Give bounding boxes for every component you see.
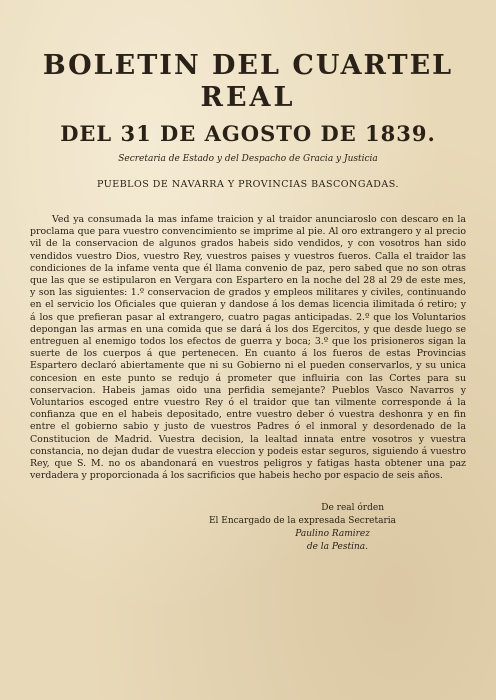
ministry-line: Secretaria de Estado y del Despacho de Gracia y Justicia — [118, 154, 378, 164]
signature-surname: de la Pestina. — [306, 542, 368, 553]
proclamation-body: Ved ya consumada la mas infame traicion y al traidor anunciaroslo con descaro en la proclama que para vuestro convencimiento se imprime al pie. Al oro extrangero y al precio vil de la conservacion de algunos grados habeis sido vendidos, y con vosotros han sido vendidos vuestro Dios, vuestro Rey, vuestros paises y vuestros fueros. Calla el traidor las condiciones de la infame venta que él llama convenio de paz, pero sabed que no son otras que las que se estipularon en Vergara con Espartero en la noche del 28 al 29 de este mes, y son las siguientes: 1.º conservacion de grados y empleos militares y civiles, continuando en el servicio los Oficiales que quieran y dandose á los demas licencia ilimitada ó retiro; y á los que prefieran pasar al extrangero, cuatro pagas anticipadas. 2.º que los Voluntarios depongan las armas en una comida que se dará á los dos Egercitos, y que desde luego se entreguen al enemigo todos los efectos de guerra y boca; 3.º que los prisioneros sigan la suerte de los cuerpos á que pertenecen. En cuanto á los fueros de estas Provincias Espartero declaró abiertamente que ni su Gobierno ni el pueden conservarlos, y su unica concesion en este punto se redujo á prometer que influiria con las Cortes para su conservacion. Habeis jamas oido una perfidia semejante? Pueblos Vasco Navarros y Voluntarios escoged entre vuestro Rey ó el traidor que tan vilmente corresponde á la confianza que en el habeis depositado, entre vuestro deber ó vuestra deshonra y en fin entre el gobierno sabio y justo de vuestros Padres ó el inmoral y desordenado de la Constitucion de Madrid. Vuestra decision, la lealtad innata entre vosotros y vuestra constancia, no dejan dudar de vuestra eleccion y podeis estar seguros, siguiendo á vuestro Rey, que S. M. no os abandonará en vuestros peligros y fatigas hasta obtener una paz verdadera y proporcionada á los sacrificios que habeis hecho por espacio de seis años. — [30, 214, 466, 482]
signature-office: El Encargado de la expresada Secretaria — [208, 516, 396, 527]
signature-block — [30, 502, 466, 554]
bulletin-date: DEL 31 DE AGOSTO DE 1839. — [60, 121, 436, 146]
title-line-2: REAL — [200, 82, 296, 113]
signature-order: De real órden — [321, 503, 384, 514]
title-line-1: BOLETIN DEL CUARTEL — [42, 50, 454, 81]
signature-name: Paulino Ramirez — [295, 529, 370, 540]
region-heading: PUEBLOS DE NAVARRA Y PROVINCIAS BASCONGADAS. — [97, 179, 399, 190]
